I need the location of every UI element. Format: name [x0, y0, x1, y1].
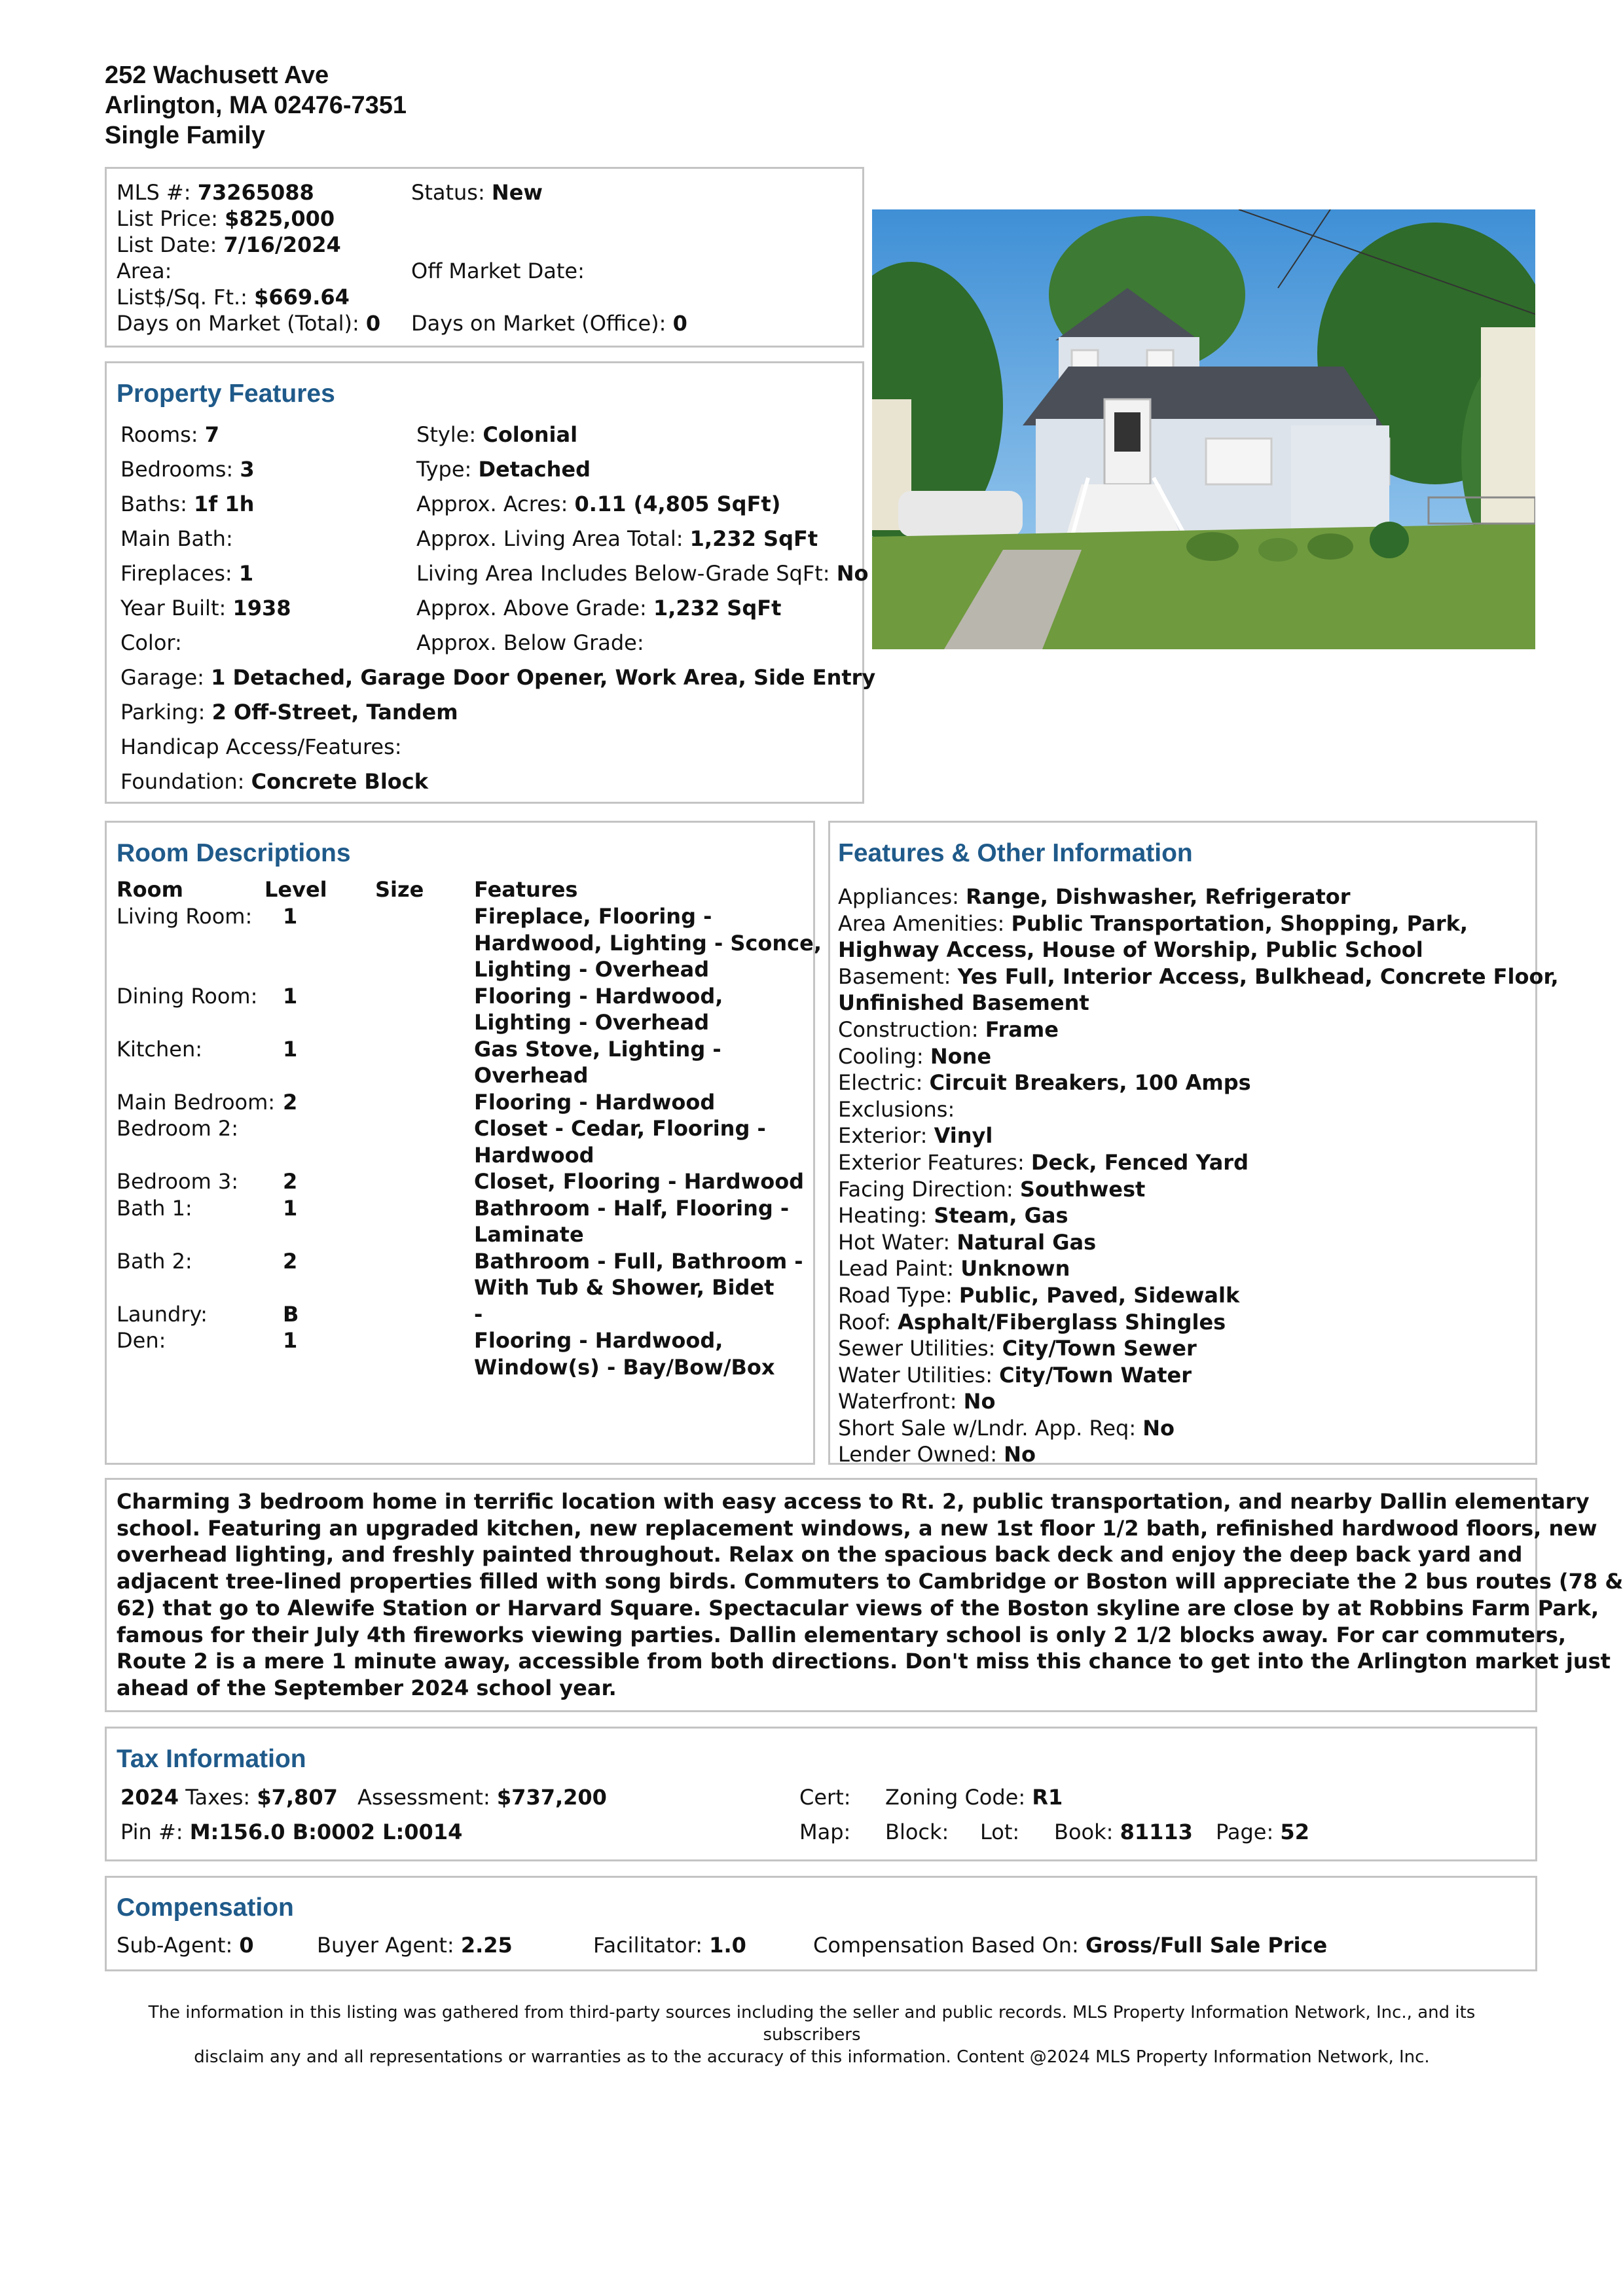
room-level: 2 [283, 1089, 298, 1115]
feature-label: Type: [416, 457, 479, 482]
feature-info-value: No [963, 1389, 996, 1414]
feature-info-line [838, 1255, 1545, 1282]
feature-value: 2 Off-Street, Tandem [211, 700, 458, 725]
buyer-agent-label: Buyer Agent: [317, 1933, 461, 1958]
block: Block: [885, 1820, 949, 1844]
assessment [357, 1784, 607, 1810]
list-price [117, 206, 335, 232]
feature-row-left [120, 422, 219, 448]
feature-info-label: Construction: [838, 1016, 985, 1042]
feature-info-value: No [1142, 1415, 1175, 1441]
feature-info-label: Electric: [838, 1070, 930, 1096]
remarks-line: Charming 3 bedroom home in terrific location with easy access to Rt. 2, public transportation, and nearby Dallin elementary [117, 1489, 1590, 1514]
feature-info-value: Southwest [1019, 1176, 1146, 1202]
feature-info-line [838, 1149, 1545, 1176]
room-features-line: Lighting - Overhead [474, 1010, 710, 1035]
pin-number [120, 1819, 462, 1845]
remarks-line: famous for their July 4th fireworks viewing parties. Dallin elementary school is only 2 1/2 blocks away. For car commuters, [117, 1622, 1566, 1647]
page-label: Page: [1216, 1820, 1281, 1844]
room-features-line: Flooring - Hardwood, [474, 983, 723, 1009]
area: Area: [117, 259, 172, 283]
feature-info-line [838, 1415, 1545, 1442]
listing-header [105, 60, 407, 151]
room-features-line: Gas Stove, Lighting - [474, 1036, 721, 1062]
feature-label: Garage: [120, 665, 211, 690]
off-market-date: Off Market Date: [411, 259, 585, 283]
feature-value: 1938 [232, 596, 291, 620]
feature-info-label: Roof: [838, 1309, 898, 1335]
property-features-title: Property Features [117, 380, 335, 408]
feature-label: Fireplaces: [120, 561, 239, 586]
mls-label: MLS #: [117, 180, 198, 205]
feature-info-line [838, 1441, 1545, 1468]
tax-year: 2024 [120, 1785, 179, 1810]
feature-row-left [120, 526, 233, 552]
feature-value: Detached [478, 457, 591, 482]
room-features-line: Closet - Cedar, Flooring - [474, 1116, 766, 1141]
zoning-code [885, 1784, 1063, 1810]
house-photo-icon [872, 209, 1535, 649]
room-name: Bedroom 3: [117, 1169, 239, 1194]
feature-info-label: Exterior Features: [838, 1149, 1031, 1175]
tax-year-taxes [120, 1784, 338, 1810]
room-features-line: Hardwood, Lighting - Sconce, [474, 930, 822, 956]
feature-info-line [838, 884, 1545, 910]
room-features-line: Bathroom - Full, Bathroom - [474, 1248, 803, 1274]
feature-info-label: Basement: [838, 963, 958, 989]
feature-info-value: City/Town Water [999, 1362, 1192, 1388]
col-header-room: Room [117, 877, 183, 902]
room-level: 2 [283, 1169, 298, 1194]
feature-info-line [838, 1069, 1545, 1096]
room-features-line: - [474, 1301, 483, 1327]
feature-info-line [838, 1176, 1545, 1203]
days-on-market-office [411, 310, 687, 336]
room-name: Main Bedroom: [117, 1089, 276, 1115]
feature-info-value: Circuit Breakers, 100 Amps [929, 1070, 1251, 1096]
assessment-label: Assessment: [357, 1785, 497, 1810]
room-name: Bath 1: [117, 1195, 192, 1221]
feature-info-label: Heating: [838, 1203, 934, 1229]
feature-row-right [416, 491, 780, 517]
room-name: Bedroom 2: [117, 1116, 239, 1141]
days-on-market-total [117, 310, 380, 336]
feature-info-line [838, 1362, 1545, 1389]
room-features-line: With Tub & Shower, Bidet [474, 1275, 775, 1300]
disclaimer-line-2: disclaim any and all representations or warranties as to the accuracy of this information. Content @2024 MLS Property Information Network, Inc. [194, 2047, 1430, 2067]
feature-info-value: Yes Full, Interior Access, Bulkhead, Concrete Floor, [957, 963, 1559, 989]
status-value: New [491, 180, 543, 205]
feature-label: Baths: [120, 492, 194, 516]
tax-information-title: Tax Information [117, 1745, 306, 1773]
room-name: Kitchen: [117, 1036, 203, 1062]
pin-label: Pin #: [120, 1820, 190, 1844]
list-sqft-value: $669.64 [254, 285, 350, 310]
feature-row-right [416, 560, 868, 586]
feature-value: Colonial [483, 422, 578, 447]
cert: Cert: [799, 1785, 851, 1810]
feature-info-value: Unknown [960, 1256, 1070, 1282]
feature-label: Color: [120, 630, 182, 655]
feature-info-line [838, 1122, 1545, 1149]
room-features-line: Fireplace, Flooring - [474, 904, 712, 929]
feature-row-full [120, 768, 428, 795]
remarks-line: ahead of the September 2024 school year. [117, 1675, 617, 1700]
taxes-value: $7,807 [257, 1785, 338, 1810]
feature-row-full [120, 699, 458, 725]
feature-label: Bedrooms: [120, 457, 240, 482]
feature-info-value: No [1004, 1442, 1036, 1467]
feature-info-value: City/Town Sewer [1002, 1336, 1197, 1361]
remarks-line: Route 2 is a mere 1 minute away, accessible from both directions. Don't miss this chance to get into the Arlington market just [117, 1649, 1611, 1674]
page [1216, 1819, 1309, 1845]
room-level: B [283, 1301, 299, 1327]
facilitator-label: Facilitator: [593, 1933, 710, 1958]
feature-label: Main Bath: [120, 526, 233, 551]
feature-info-value: None [930, 1043, 992, 1069]
feature-info-value: Deck, Fenced Yard [1030, 1149, 1249, 1175]
feature-row-full [120, 664, 875, 691]
room-level: 1 [283, 1195, 298, 1221]
feature-info-label: Appliances: [838, 884, 966, 909]
feature-info-label: Area Amenities: [838, 910, 1012, 936]
feature-label: Living Area Includes Below-Grade SqFt: [416, 561, 837, 586]
feature-info-value: Unfinished Basement [838, 990, 1089, 1016]
feature-row-right [416, 630, 644, 656]
feature-info-label: Waterfront: [838, 1389, 964, 1414]
property-type: Single Family [105, 122, 265, 149]
feature-info-label: Facing Direction: [838, 1176, 1020, 1202]
feature-label: Foundation: [120, 769, 251, 794]
feature-value: 3 [240, 457, 255, 482]
house-photo [872, 209, 1535, 649]
room-features-line: Closet, Flooring - Hardwood [474, 1169, 805, 1194]
feature-info-label: Lead Paint: [838, 1256, 961, 1282]
based-on-value: Gross/Full Sale Price [1085, 1933, 1328, 1958]
list-sqft-label: List$/Sq. Ft.: [117, 285, 255, 310]
feature-info-label: Hot Water: [838, 1229, 957, 1255]
mls-number [117, 179, 314, 206]
feature-info-label: Short Sale w/Lndr. App. Req: [838, 1415, 1143, 1441]
mls-value: 73265088 [197, 180, 314, 205]
feature-label: Parking: [120, 700, 212, 725]
feature-label: Approx. Below Grade: [416, 630, 644, 655]
room-level: 2 [283, 1248, 298, 1274]
room-features-line: Laminate [474, 1222, 584, 1247]
dom-office-label: Days on Market (Office): [411, 311, 673, 336]
feature-row-full [120, 734, 402, 760]
feature-info-line [838, 1202, 1545, 1229]
room-features-line: Flooring - Hardwood [474, 1089, 716, 1115]
facilitator [593, 1932, 746, 1958]
feature-info-label: Exclusions: [838, 1096, 955, 1122]
status-label: Status: [411, 180, 492, 205]
feature-info-line [838, 937, 1545, 963]
dom-office-value: 0 [672, 311, 687, 336]
facilitator-value: 1.0 [709, 1933, 746, 1958]
room-name: Bath 2: [117, 1248, 192, 1274]
feature-info-line [838, 1335, 1545, 1362]
feature-label: Approx. Above Grade: [416, 596, 653, 620]
feature-value: 0.11 (4,805 SqFt) [574, 492, 781, 516]
zoning-label: Zoning Code: [885, 1785, 1032, 1810]
feature-value: 1 [238, 561, 254, 586]
remarks-line: adjacent tree-lined properties filled with song birds. Commuters to Cambridge or Boston will appreciate the 2 bus routes (78 & [117, 1569, 1623, 1594]
feature-info-value: Public, Paved, Sidewalk [958, 1282, 1240, 1308]
list-date-value: 7/16/2024 [223, 232, 341, 257]
room-features-line: Lighting - Overhead [474, 957, 710, 982]
feature-info-line [838, 990, 1545, 1016]
buyer-agent [317, 1932, 513, 1958]
sub-agent [117, 1932, 254, 1958]
dom-total-label: Days on Market (Total): [117, 311, 366, 336]
feature-value: No [836, 561, 869, 586]
based-on-label: Compensation Based On: [813, 1933, 1085, 1958]
feature-row-right [416, 456, 591, 482]
pin-value: M:156.0 B:0002 L:0014 [189, 1820, 463, 1844]
feature-label: Handicap Access/Features: [120, 734, 402, 759]
feature-row-left [120, 456, 255, 482]
zoning-value: R1 [1032, 1785, 1063, 1810]
col-header-size: Size [375, 877, 424, 902]
feature-value: Concrete Block [251, 769, 429, 794]
room-level: 1 [283, 983, 298, 1009]
page-value: 52 [1280, 1820, 1309, 1844]
list-date-label: List Date: [117, 232, 224, 257]
feature-info-line [838, 963, 1559, 990]
assessment-value: $737,200 [496, 1785, 607, 1810]
feature-info-label: Sewer Utilities: [838, 1336, 1002, 1361]
dom-total-value: 0 [365, 311, 381, 336]
feature-info-value: Highway Access, House of Worship, Public School [838, 937, 1423, 963]
feature-row-left [120, 595, 291, 621]
compensation-title: Compensation [117, 1893, 294, 1922]
feature-info-value: Public Transportation, Shopping, Park, [1011, 910, 1468, 936]
feature-info-line [838, 1229, 1545, 1256]
feature-info-line [838, 1309, 1545, 1336]
feature-info-value: Frame [985, 1016, 1059, 1042]
feature-info-line [838, 1096, 1545, 1123]
col-header-features: Features [474, 877, 578, 902]
city-line: Arlington, MA 02476-7351 [105, 92, 407, 119]
feature-row-right [416, 595, 781, 621]
room-name: Living Room: [117, 904, 253, 929]
feature-info-value: Natural Gas [957, 1229, 1097, 1255]
feature-row-left [120, 630, 182, 656]
remarks-line: overhead lighting, and freshly painted throughout. Relax on the spacious back deck and enjoy the deep back yard and [117, 1542, 1523, 1568]
feature-row-left [120, 560, 253, 586]
list-date [117, 232, 341, 258]
feature-row-right [416, 422, 577, 448]
feature-info-value: Asphalt/Fiberglass Shingles [898, 1309, 1226, 1335]
feature-value: 1 Detached, Garage Door Opener, Work Area, Side Entry [211, 665, 876, 690]
feature-info-line [838, 1043, 1545, 1070]
feature-info-label: Exterior: [838, 1123, 934, 1149]
taxes-label: Taxes: [179, 1785, 257, 1810]
feature-info-label: Water Utilities: [838, 1362, 1000, 1388]
remarks-line: 62) that go to Alewife Station or Harvard Square. Spectacular views of the Boston skyline are close by at Robbins Farm Park, [117, 1595, 1599, 1621]
sub-agent-value: 0 [239, 1933, 254, 1958]
disclaimer-line-1: The information in this listing was gathered from third-party sources including the seller and public records. MLS Property Information Network, Inc., and its subscribers [148, 2003, 1476, 2045]
room-name: Laundry: [117, 1301, 208, 1327]
room-descriptions-title: Room Descriptions [117, 839, 351, 867]
feature-info-line [838, 910, 1545, 937]
room-level: 1 [283, 1036, 298, 1062]
book-label: Book: [1054, 1820, 1120, 1844]
feature-info-value: Steam, Gas [934, 1203, 1068, 1229]
feature-value: 1f 1h [194, 492, 255, 516]
feature-value: 1,232 SqFt [653, 596, 782, 620]
features-other-title: Features & Other Information [838, 839, 1193, 867]
room-level: 1 [283, 1328, 298, 1353]
disclaimer [105, 2001, 1519, 2068]
buyer-agent-value: 2.25 [460, 1933, 513, 1958]
feature-info-line [838, 1016, 1545, 1043]
features-other-list [838, 884, 1559, 1468]
feature-label: Approx. Acres: [416, 492, 575, 516]
feature-info-value: Vinyl [934, 1123, 993, 1149]
room-level: 1 [283, 904, 298, 929]
list-price-label: List Price: [117, 206, 225, 231]
room-features-line: Hardwood [474, 1142, 594, 1168]
book-value: 81113 [1120, 1820, 1193, 1844]
feature-info-label: Cooling: [838, 1043, 930, 1069]
list-price-per-sqft [117, 284, 350, 310]
room-features-line: Overhead [474, 1063, 589, 1088]
feature-label: Approx. Living Area Total: [416, 526, 690, 551]
feature-info-line [838, 1388, 1545, 1415]
feature-info-label: Road Type: [838, 1282, 959, 1308]
feature-info-label: Lender Owned: [838, 1442, 1004, 1467]
room-features-line: Window(s) - Bay/Bow/Box [474, 1354, 775, 1380]
col-header-level: Level [264, 877, 327, 902]
sub-agent-label: Sub-Agent: [117, 1933, 240, 1958]
feature-label: Rooms: [120, 422, 205, 447]
feature-row-left [120, 491, 254, 517]
remarks-text [117, 1488, 1623, 1702]
feature-label: Year Built: [120, 596, 233, 620]
feature-info-line [838, 1282, 1545, 1309]
room-name: Dining Room: [117, 983, 258, 1009]
status [411, 179, 543, 206]
room-features-line: Bathroom - Half, Flooring - [474, 1195, 790, 1221]
compensation-based-on [813, 1932, 1327, 1958]
feature-value: 1,232 SqFt [689, 526, 818, 551]
remarks-line: school. Featuring an upgraded kitchen, new replacement windows, a new 1st floor 1/2 bath, refinished hardwood floors, new [117, 1515, 1597, 1541]
feature-label: Style: [416, 422, 483, 447]
feature-info-value: Range, Dishwasher, Refrigerator [966, 884, 1351, 909]
address: 252 Wachusett Ave [105, 62, 329, 89]
room-features-line: Flooring - Hardwood, [474, 1328, 723, 1353]
lot: Lot: [980, 1820, 1020, 1844]
map: Map: [799, 1820, 851, 1844]
feature-row-right [416, 526, 818, 552]
room-name: Den: [117, 1328, 166, 1353]
list-price-value: $825,000 [225, 206, 335, 231]
feature-value: 7 [204, 422, 220, 447]
book [1054, 1819, 1193, 1845]
